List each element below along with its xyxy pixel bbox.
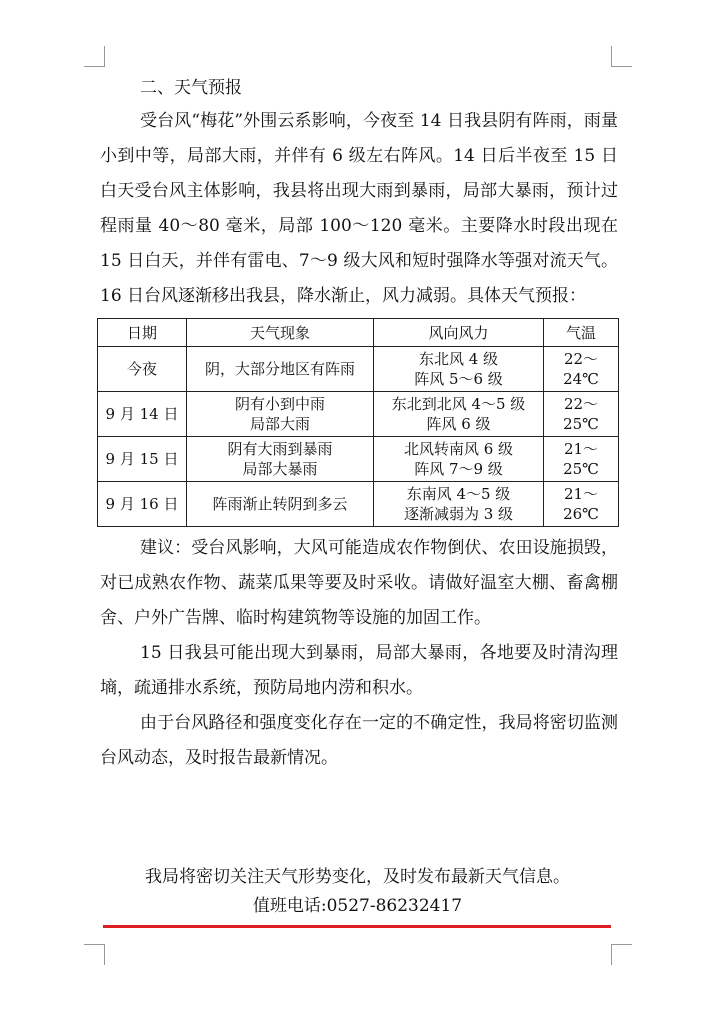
crop-mark-top-left xyxy=(84,46,105,67)
cell-wind-line: 东北到北风 4～5 级 xyxy=(391,395,526,413)
cell-temperature: 22～25℃ xyxy=(544,392,619,437)
cell-weather-line: 阵雨渐止转阴到多云 xyxy=(212,495,348,513)
cell-weather-line: 阴，大部分地区有阵雨 xyxy=(204,360,355,378)
cell-weather-line: 阴有小到中雨 xyxy=(234,395,325,413)
section-title: 二、天气预报 xyxy=(140,78,242,98)
cell-wind-line: 东北风 4 级 xyxy=(418,350,499,368)
cell-weather xyxy=(187,392,374,437)
forecast-table xyxy=(97,318,619,527)
cell-date: 9 月 16 日 xyxy=(98,482,187,527)
duty-phone: 值班电话:0527-86232417 xyxy=(252,896,463,916)
cell-wind xyxy=(374,482,544,527)
cell-wind-gust: 阵风 5～6 级 xyxy=(414,370,503,388)
cell-temperature: 21～25℃ xyxy=(544,437,619,482)
cell-temperature: 22～24℃ xyxy=(544,347,619,392)
cell-weather-line-2: 局部大雨 xyxy=(249,415,310,433)
cell-date: 今夜 xyxy=(98,347,187,392)
cell-wind-gust: 阵风 6 级 xyxy=(426,415,491,433)
closing-paragraph: 由于台风路径和强度变化存在一定的不确定性，我局将密切监测台风动态，及时报告最新情况。 xyxy=(100,713,618,768)
cell-wind xyxy=(374,437,544,482)
cell-date: 9 月 15 日 xyxy=(98,437,187,482)
cell-weather-line: 阴有大雨到暴雨 xyxy=(227,440,333,458)
cell-wind-trend: 逐渐减弱为 3 级 xyxy=(403,505,514,523)
warning-paragraph: 15 日我县可能出现大到暴雨，局部大暴雨，各地要及时清沟理墒，疏通排水系统，预防局地内涝和积水。 xyxy=(100,643,618,698)
cell-wind-line: 北风转南风 6 级 xyxy=(403,440,514,458)
red-divider-line xyxy=(103,925,611,928)
table-row xyxy=(98,437,619,482)
cell-weather-line-2: 局部大暴雨 xyxy=(242,460,318,478)
cell-wind xyxy=(374,392,544,437)
cell-weather xyxy=(187,482,374,527)
cell-wind xyxy=(374,347,544,392)
header-date: 日期 xyxy=(98,319,187,347)
header-weather: 天气现象 xyxy=(187,319,374,347)
table-header-row xyxy=(98,319,619,347)
crop-mark-bottom-left xyxy=(84,944,105,965)
header-temperature: 气温 xyxy=(544,319,619,347)
table-row xyxy=(98,347,619,392)
table-row xyxy=(98,482,619,527)
advice-paragraph: 建议：受台风影响，大风可能造成农作物倒伏、农田设施损毁，对已成熟农作物、蔬菜瓜果等要及时采收。请做好温室大棚、畜禽棚舍、户外广告牌、临时构建筑物等设施的加固工作。 xyxy=(100,538,618,628)
footer-notice: 我局将密切关注天气形势变化，及时发布最新天气信息。 xyxy=(145,867,570,887)
cell-weather xyxy=(187,347,374,392)
document-body xyxy=(100,72,618,776)
cell-temperature: 21～26℃ xyxy=(544,482,619,527)
table-row xyxy=(98,392,619,437)
header-wind: 风向风力 xyxy=(374,319,544,347)
crop-mark-bottom-right xyxy=(611,944,632,965)
cell-weather xyxy=(187,437,374,482)
cell-wind-line: 东南风 4～5 级 xyxy=(406,485,511,503)
crop-mark-top-right xyxy=(611,46,632,67)
cell-date: 9 月 14 日 xyxy=(98,392,187,437)
intro-paragraph: 受台风“梅花”外围云系影响，今夜至 14 日我县阴有阵雨，雨量小到中等，局部大雨，并伴有 6 级左右阵风。14 日后半夜至 15 日白天受台风主体影响，我县将出现大雨到暴雨，局部大暴雨，预计过程雨量 40～80 毫米，局部 100～120 毫米。主要降水时段出现在 15 日白天，并伴有雷电、7～9 级大风和短时强降水等强对流天气。16 日台风逐渐移出我县，降水渐止，风力减弱。具体天气预报： xyxy=(100,111,618,306)
cell-wind-gust: 阵风 7～9 级 xyxy=(414,460,503,478)
